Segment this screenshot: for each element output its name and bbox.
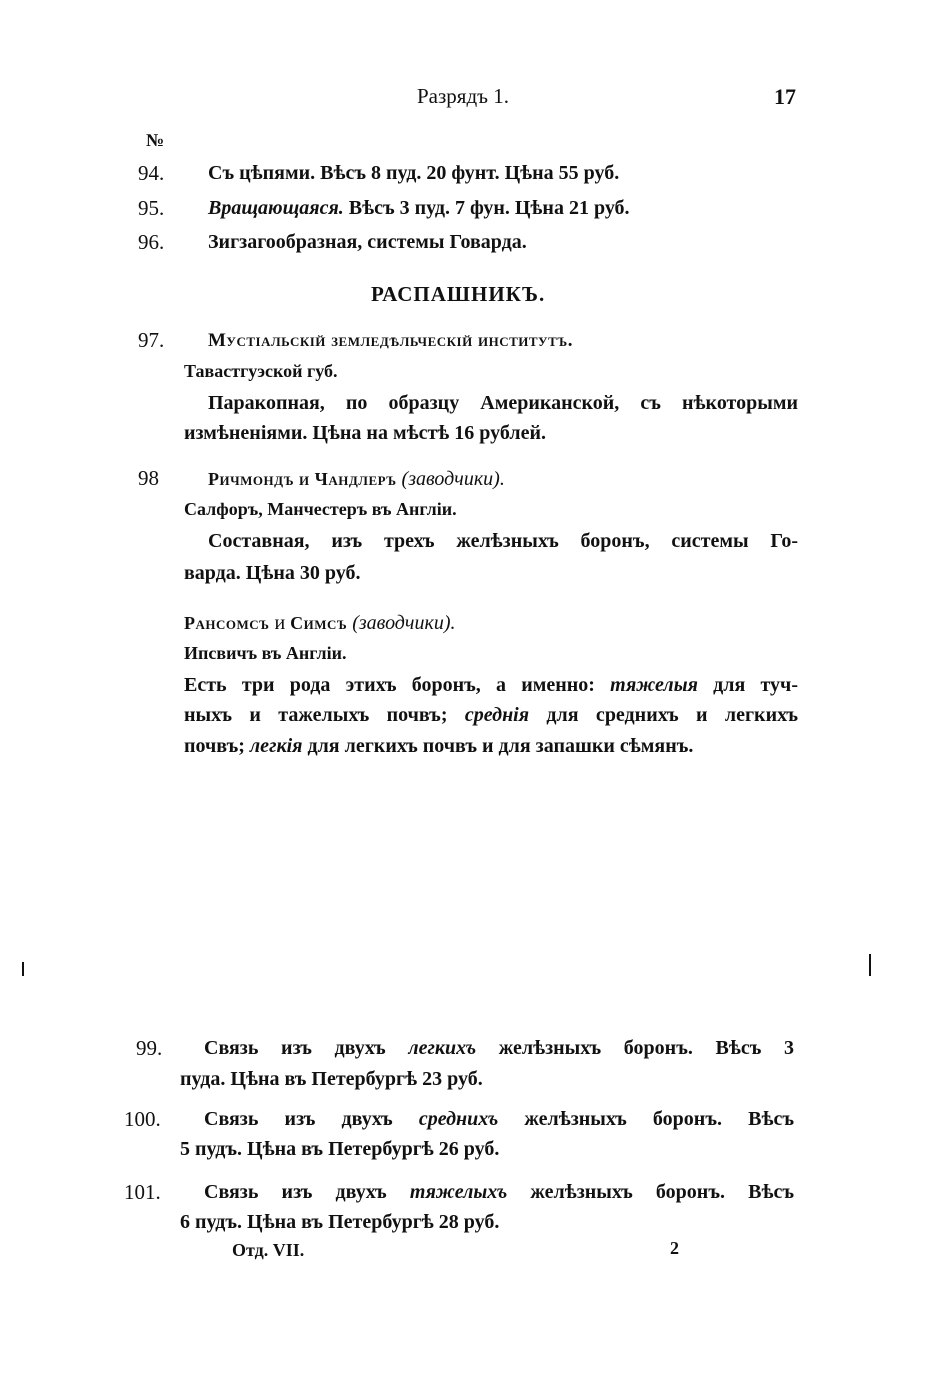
scan-edge-mark-right bbox=[869, 954, 871, 976]
item-101-l1a: Связь изъ двухъ bbox=[204, 1181, 410, 1203]
item-100-italic: среднихъ bbox=[418, 1108, 499, 1130]
entry-desc-ransoms-line1 bbox=[184, 674, 798, 696]
item-number-100: 100. bbox=[124, 1107, 161, 1131]
item-99-l1b: желѣзныхъ боронъ. Вѣсъ 3 bbox=[476, 1037, 794, 1059]
item-100-l1a: Связь изъ двухъ bbox=[204, 1108, 419, 1130]
item-text-100-line1 bbox=[204, 1108, 794, 1130]
item-99-italic: легкихъ bbox=[408, 1037, 477, 1059]
entry-name-ransoms-b: Симсъ bbox=[290, 613, 348, 633]
entry-desc-98-line1: Составная, изъ трехъ желѣзныхъ боронъ, системы Го- bbox=[208, 530, 798, 552]
item-text-94: Съ цѣпями. Вѣсъ 8 пуд. 20 фунт. Цѣна 55 руб. bbox=[208, 162, 620, 184]
entry-number-97: 97. bbox=[138, 328, 165, 352]
entry-desc-97-line2: измѣненіями. Цѣна на мѣстѣ 16 рублей. bbox=[184, 422, 547, 444]
entry-desc-97-line1: Паракопная, по образцу Американской, съ нѣкоторыми bbox=[208, 392, 798, 414]
entry-name-ransoms-note: (заводчики). bbox=[352, 612, 456, 634]
entry-desc-ransoms-line2 bbox=[184, 704, 798, 726]
entry-number-98: 98 bbox=[138, 466, 159, 490]
item-text-99-line2: пуда. Цѣна въ Петербургѣ 23 руб. bbox=[180, 1068, 483, 1090]
item-text-95 bbox=[208, 197, 630, 219]
ransoms-line3-a: почвъ; bbox=[184, 735, 250, 757]
entry-name-98-text: Ричмондъ и Чандлеръ bbox=[208, 469, 397, 489]
item-text-95-italic: Вращающаяся. bbox=[208, 197, 344, 219]
entry-name-ransoms bbox=[184, 612, 455, 634]
entry-name-98-note: (заводчики). bbox=[401, 468, 505, 490]
entry-name-ransoms-a: Рансомсъ bbox=[184, 613, 270, 633]
ransoms-line3-b: для легкихъ почвъ и для запашки сѣмянъ. bbox=[302, 735, 694, 757]
ransoms-line1-b: для туч- bbox=[697, 674, 798, 696]
signature-mark: Отд. VII. bbox=[232, 1240, 305, 1260]
page-number: 17 bbox=[774, 84, 796, 109]
ransoms-line2-italic: среднія bbox=[464, 704, 530, 726]
item-text-101-line1 bbox=[204, 1181, 794, 1203]
sheet-number: 2 bbox=[670, 1238, 679, 1258]
item-number-94: 94. bbox=[138, 161, 165, 185]
entry-name-98 bbox=[208, 468, 505, 490]
item-101-l1b: желѣзныхъ боронъ. Вѣсъ bbox=[507, 1181, 794, 1203]
section-title: РАСПАШНИКЪ. bbox=[371, 282, 546, 306]
ransoms-line1-italic: тяжелыя bbox=[610, 674, 698, 696]
running-header: Разрядъ 1. bbox=[417, 84, 509, 108]
item-text-96: Зигзагообразная, системы Говарда. bbox=[208, 231, 527, 253]
item-text-99-line1 bbox=[204, 1037, 794, 1059]
ransoms-line3-italic: легкія bbox=[249, 735, 303, 757]
numero-sign: № bbox=[146, 130, 165, 150]
entry-place-ransoms: Ипсвичъ въ Англіи. bbox=[184, 643, 347, 663]
ransoms-line2-b: для среднихъ и легкихъ bbox=[529, 704, 799, 726]
item-number-96: 96. bbox=[138, 230, 165, 254]
entry-desc-ransoms-line3 bbox=[184, 735, 693, 757]
entry-name-ransoms-and: и bbox=[269, 612, 291, 634]
item-101-italic: тяжелыхъ bbox=[409, 1181, 508, 1203]
scan-edge-mark-left bbox=[22, 962, 24, 976]
item-number-95: 95. bbox=[138, 196, 165, 220]
ransoms-line2-a: ныхъ и тажелыхъ почвъ; bbox=[184, 704, 465, 726]
ransoms-line1-a: Есть три рода этихъ боронъ, а именно: bbox=[184, 674, 611, 696]
entry-place-98: Салфоръ, Манчестеръ въ Англіи. bbox=[184, 499, 457, 519]
entry-name-97: Мустіальскій земледѣльческій институтъ. bbox=[208, 330, 573, 351]
item-number-99: 99. bbox=[136, 1036, 163, 1060]
item-99-l1a: Связь изъ двухъ bbox=[204, 1037, 409, 1059]
item-100-l1b: желѣзныхъ боронъ. Вѣсъ bbox=[498, 1108, 794, 1130]
item-text-95-rest: Вѣсъ 3 пуд. 7 фун. Цѣна 21 руб. bbox=[343, 197, 630, 219]
item-number-101: 101. bbox=[124, 1180, 161, 1204]
item-text-100-line2: 5 пудъ. Цѣна въ Петербургѣ 26 руб. bbox=[180, 1138, 500, 1160]
item-text-101-line2: 6 пудъ. Цѣна въ Петербургѣ 28 руб. bbox=[180, 1211, 500, 1233]
entry-desc-98-line2: варда. Цѣна 30 руб. bbox=[184, 562, 361, 584]
entry-place-97: Тавастгуэской губ. bbox=[184, 361, 338, 381]
